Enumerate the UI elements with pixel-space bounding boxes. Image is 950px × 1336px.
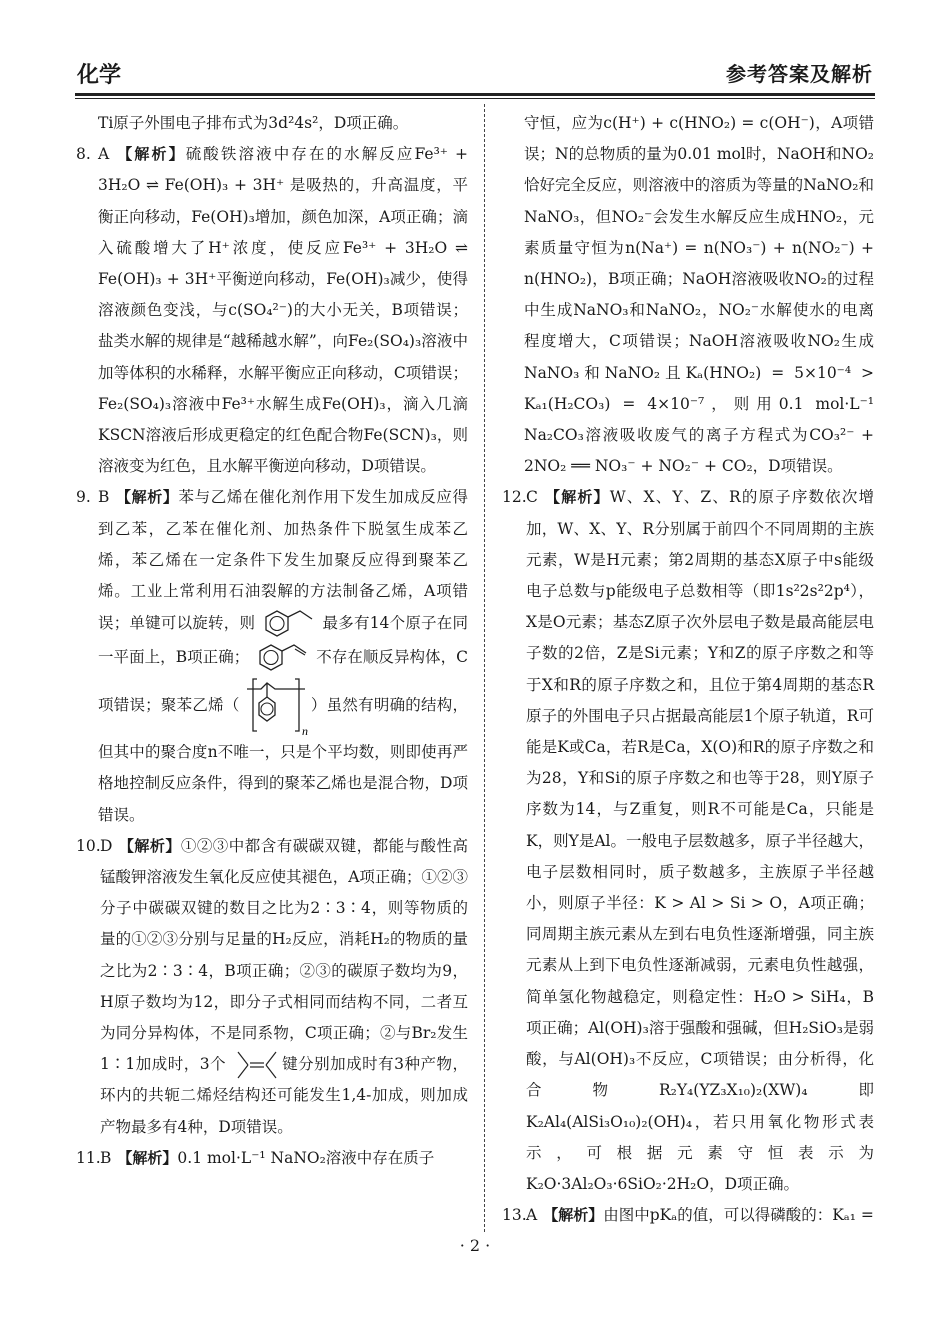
analysis-tag: 【解析】 xyxy=(543,1206,604,1225)
analysis-text: 不存在顺反异构体，C项错误；聚苯乙烯（ xyxy=(98,648,468,715)
analysis-tag: 【解析】 xyxy=(117,1148,178,1167)
section-title: 参考答案及解析 xyxy=(726,62,873,86)
page-number: · 2 · xyxy=(459,1236,491,1255)
left-column xyxy=(76,108,468,1174)
answer-11 xyxy=(76,1143,468,1174)
right-column xyxy=(502,108,874,1231)
analysis-tag: 【解析】 xyxy=(118,836,181,855)
analysis-text: 键分别加成时有3种产物，环内的共轭二烯烃结构还可能发生1,4-加成，则加成产物最多有4种，D项错误。 xyxy=(100,1055,468,1136)
answer-10 xyxy=(76,831,468,1143)
answer-11-continued: 守恒，应为c(H⁺) + c(HNO₂) = c(OH⁻)，A项错误；N的总物质的量为0.01 mol时，NaOH和NO₂恰好完全反应，则溶液中的溶质为等量的NaNO₂和NaNO₃，但NO₂⁻会发生水解反应生成HNO₂，元素质量守恒为n(Na⁺) = n(NO₃⁻) + n(NO₂⁻) + n(HNO₂)，B项正确；NaOH溶液吸收NO₂的过程中生成NaNO₃和NaNO₂，NO₂⁻水解使水的电离程度增大，C项错误；NaOH溶液吸收NO₂生成NaNO₃和NaNO₂且Kₐ(HNO₂) = 5×10⁻⁴ > Kₐ₁(H₂CO₃) = 4×10⁻⁷，则用0.1 mol·L⁻¹ Na₂CO₃溶液吸收废气的离子方程式为CO₃²⁻ + 2NO₂ ══ NO₃⁻ + NO₂⁻ + CO₂，D项错误。 xyxy=(524,114,874,476)
question-number: 8. xyxy=(76,145,91,164)
answer-9 xyxy=(76,482,468,830)
analysis-tag: 【解析】 xyxy=(115,145,186,164)
analysis-tag: 【解析】 xyxy=(543,488,610,507)
analysis-text: ①②③中都含有碳碳双键，都能与酸性高锰酸钾溶液发生氧化反应使其褪色，A项正确；①②③分子中碳碳双键的数目之比为2∶3∶4，则等物质的量的①②③分别与足量的H₂反应，消耗H₂的物质的量之比为2∶3∶4，B项正确；②③的碳原子数均为9，H原子数均为12，即分子式相同而结构不同，二者互为同分异构体，不是同系物，C项正确；②与Br₂发生1∶1加成时，3个 xyxy=(100,836,468,1074)
answer-12 xyxy=(502,482,874,1200)
page-header xyxy=(75,58,875,94)
analysis-text: 0.1 mol·L⁻¹ NaNO₂溶液中存在质子 xyxy=(177,1148,435,1167)
answer-letter: B xyxy=(100,1148,112,1167)
ethylbenzene-structure xyxy=(260,607,322,641)
answer-letter: B xyxy=(98,488,110,507)
answer-13 xyxy=(502,1200,874,1231)
polystyrene-structure xyxy=(245,675,311,737)
analysis-tag: 【解析】 xyxy=(115,488,179,507)
ti-config-line: Ti原子外围电子排布式为3d²4s²，D项正确。 xyxy=(98,114,409,132)
answer-8 xyxy=(76,139,468,482)
question-number: 9. xyxy=(76,488,91,507)
question-number: 12. xyxy=(502,488,527,507)
cc-double-bond-structure xyxy=(232,1050,282,1080)
header-rule-thin xyxy=(75,98,875,99)
answer-letter: D xyxy=(100,836,113,855)
analysis-text: 硫酸铁溶液中存在的水解反应Fe³⁺ + 3H₂O ⇌ Fe(OH)₃ + 3H⁺ 是吸热的，升高温度，平衡正向移动，Fe(OH)₃增加，颜色加深，A项正确；滴入硫酸增大了H⁺浓度，使反应Fe³⁺ + 3H₂O ⇌ Fe(OH)₃ + 3H⁺平衡逆向移动，Fe(OH)₃减少，使得溶液颜色变浅，与c(SO₄²⁻)的大小无关，B项错误；盐类水解的规律是“越稀越水解”，向Fe₂(SO₄)₃溶液中加等体积的水稀释，水解平衡应正向移动，C项错误；Fe₂(SO₄)₃溶液中Fe³⁺水解生成Fe(OH)₃，滴入几滴KSCN溶液后形成更稳定的红色配合物Fe(SCN)₃，则溶液变为红色，且水解平衡逆向移动，D项错误。 xyxy=(98,145,468,476)
subject-title: 化学 xyxy=(77,63,122,88)
question-number: 13. xyxy=(502,1206,527,1225)
answer-letter: A xyxy=(98,145,110,164)
svg-text:n: n xyxy=(301,724,308,738)
header-rule-thick xyxy=(75,93,875,96)
column-divider xyxy=(484,104,485,1232)
styrene-structure xyxy=(254,641,316,675)
analysis-text: 最多有14个原子在同一平面上，B项正确； xyxy=(98,614,468,667)
analysis-text: 由图中pKₐ的值，可以得磷酸的：Kₐ₁ = xyxy=(603,1206,874,1225)
analysis-text: ）虽然有明确的结构，但其中的聚合度n不唯一，只是个平均数，则即使再严格地控制反应条件，得到的聚苯乙烯也是混合物，D项错误。 xyxy=(98,696,468,824)
question-number: 11. xyxy=(76,1148,101,1167)
question-number: 10. xyxy=(76,836,101,855)
analysis-text: 苯与乙烯在催化剂作用下发生加成反应得到乙苯，乙苯在催化剂、加热条件下脱氢生成苯乙烯，苯乙烯在一定条件下发生加聚反应得到聚苯乙烯。工业上常利用石油裂解的方法制备乙烯，A项错误；单键可以旋转，则 xyxy=(98,488,468,633)
answer-letter: C xyxy=(526,488,538,507)
answer-letter: A xyxy=(526,1206,538,1225)
analysis-text: W、X、Y、Z、R的原子序数依次增加，W、X、Y、R分别属于前四个不同周期的主族元素，W是H元素；第2周期的基态X原子中s能级电子总数与p能级电子总数相等（即1s²2s²2p⁴），X是O元素；基态Z原子次外层电子数是最高能层电子数的2倍，Z是Si元素；Y和Z的原子序数之和等于X和R的原子序数之和，且位于第4周期的基态R原子的外围电子只占据最高能层1个原子轨道，R可能是K或Ca，若R是Ca，X(O)和R的原子序数之和为28，Y和Si的原子序数之和也等于28，则Y原子序数为14，与Z重复，则R不可能是Ca，只能是K，则Y是Al。一般电子层数越多，原子半径越大，电子层数相同时，质子数越多，主族原子半径越小，则原子半径：K > Al > Si > O，A项正确；同周期主族元素从左到右电负性逐渐增强，同主族元素从上到下电负性逐渐减弱，元素电负性越强，简单氢化物越稳定，则稳定性：H₂O > SiH₄，B项正确；Al(OH)₃溶于强酸和强碱，但H₂SiO₃是弱酸，与Al(OH)₃不反应，C项错误；由分析得，化合物R₂Y₄(YZ₃X₁₀)₂(XW)₄即K₂Al₄(AlSi₃O₁₀)₂(OH)₄，若只用氧化物形式表示，可根据元素守恒表示为K₂O·3Al₂O₃·6SiO₂·2H₂O，D项正确。 xyxy=(526,488,874,1193)
